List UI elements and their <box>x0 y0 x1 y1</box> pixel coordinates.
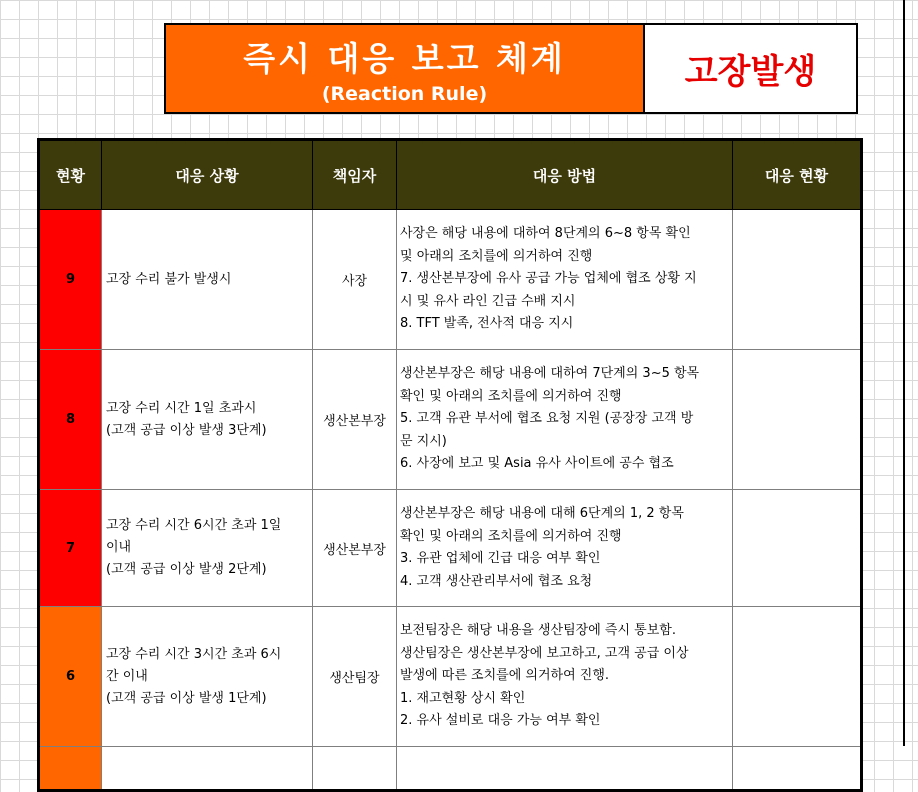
owner-cell[interactable]: 생산본부장 <box>313 350 397 490</box>
situation-line: 이내 <box>106 540 132 555</box>
table-row <box>39 747 862 791</box>
situation-line: 고장 수리 시간 3시간 초과 6시 <box>106 646 282 662</box>
situation-cell[interactable] <box>102 490 313 607</box>
method-line: 4. 고객 생산관리부서에 협조 요청 <box>400 573 593 589</box>
level-cell[interactable]: 8 <box>39 350 102 490</box>
method-line: 발생에 따른 조치를에 의거하여 진행. <box>400 668 610 684</box>
method-line: 시 및 유사 라인 긴급 수배 지시 <box>400 293 576 309</box>
table-row <box>39 607 862 747</box>
situation-line: 고장 수리 시간 6시간 초과 1일 <box>106 518 282 533</box>
method-cell[interactable] <box>397 350 733 490</box>
status-cell[interactable] <box>733 490 862 607</box>
method-line: 생산본부장은 해당 내용에 대해 6단계의 1, 2 항목 <box>400 506 684 521</box>
reaction-rule-table <box>37 138 863 792</box>
method-line: 7. 생산본부장에 유사 공급 가능 업체에 협조 상황 지 <box>400 271 697 287</box>
method-line: 6. 사장에 보고 및 Asia 유사 사이트에 공수 협조 <box>400 456 674 472</box>
owner-cell[interactable] <box>313 747 397 791</box>
level-cell[interactable]: 7 <box>39 490 102 607</box>
owner-cell[interactable]: 생산본부장 <box>313 490 397 607</box>
status-cell[interactable] <box>733 210 862 350</box>
method-line: 사장은 해당 내용에 대하여 8단계의 6~8 항목 확인 <box>400 226 691 242</box>
header-status: 대응 현황 <box>733 140 862 210</box>
header-level: 현황 <box>39 140 102 210</box>
page-subtitle: (Reaction Rule) <box>321 83 488 105</box>
title-banner <box>164 23 645 114</box>
method-line: 확인 및 아래의 조치를에 의거하여 진행 <box>400 388 622 404</box>
status-cell[interactable] <box>733 747 862 791</box>
method-line: 확인 및 아래의 조치를에 의거하여 진행 <box>400 528 622 544</box>
method-line: 3. 유관 업체에 긴급 대응 여부 확인 <box>400 551 601 566</box>
method-line: 8. TFT 발족, 전사적 대응 지시 <box>400 316 574 332</box>
method-line: 생산본부장은 해당 내용에 대하여 7단계의 3~5 항목 <box>400 366 700 382</box>
situation-cell[interactable] <box>102 210 313 350</box>
situation-cell[interactable] <box>102 607 313 747</box>
situation-cell[interactable] <box>102 350 313 490</box>
situation-line: (고객 공급 이상 발생 2단계) <box>106 562 267 577</box>
method-line: 5. 고객 유관 부서에 협조 요청 지원 (공장장 고객 방 <box>400 411 694 427</box>
method-cell[interactable] <box>397 210 733 350</box>
method-cell[interactable] <box>397 490 733 607</box>
method-line: 보전팀장은 해당 내용을 생산팀장에 즉시 통보함. <box>400 623 676 639</box>
status-cell[interactable] <box>733 350 862 490</box>
method-cell[interactable] <box>397 747 733 791</box>
table-row <box>39 210 862 350</box>
method-line: 생산팀장은 생산본부장에 보고하고, 고객 공급 이상 <box>400 645 689 661</box>
level-cell[interactable]: 9 <box>39 210 102 350</box>
method-line: 및 아래의 조치를에 의거하여 진행 <box>400 248 593 264</box>
header-method: 대응 방법 <box>397 140 733 210</box>
status-badge: 고장발생 <box>645 23 858 114</box>
header-situation: 대응 상황 <box>102 140 313 210</box>
sheet-edge-line <box>903 0 905 746</box>
situation-line: 간 이내 <box>106 668 148 684</box>
table-row <box>39 490 862 607</box>
situation-line: 고장 수리 불가 발생시 <box>106 271 232 287</box>
situation-line: (고객 공급 이상 발생 1단계) <box>106 690 267 706</box>
level-cell[interactable]: 6 <box>39 607 102 747</box>
table-header-row <box>39 140 862 210</box>
owner-cell[interactable]: 생산팀장 <box>313 607 397 747</box>
level-cell[interactable] <box>39 747 102 791</box>
situation-line: (고객 공급 이상 발생 3단계) <box>106 422 267 438</box>
method-cell[interactable] <box>397 607 733 747</box>
method-line: 1. 재고현황 상시 확인 <box>400 690 526 706</box>
method-line: 문 지시) <box>400 433 447 449</box>
table-row <box>39 350 862 490</box>
method-line: 2. 유사 설비로 대응 가능 여부 확인 <box>400 713 601 729</box>
owner-cell[interactable]: 사장 <box>313 210 397 350</box>
header-owner: 책임자 <box>313 140 397 210</box>
situation-line: 고장 수리 시간 1일 초과시 <box>106 400 257 416</box>
status-cell[interactable] <box>733 607 862 747</box>
situation-cell[interactable] <box>102 747 313 791</box>
page-title: 즉시 대응 보고 체계 <box>243 39 566 78</box>
